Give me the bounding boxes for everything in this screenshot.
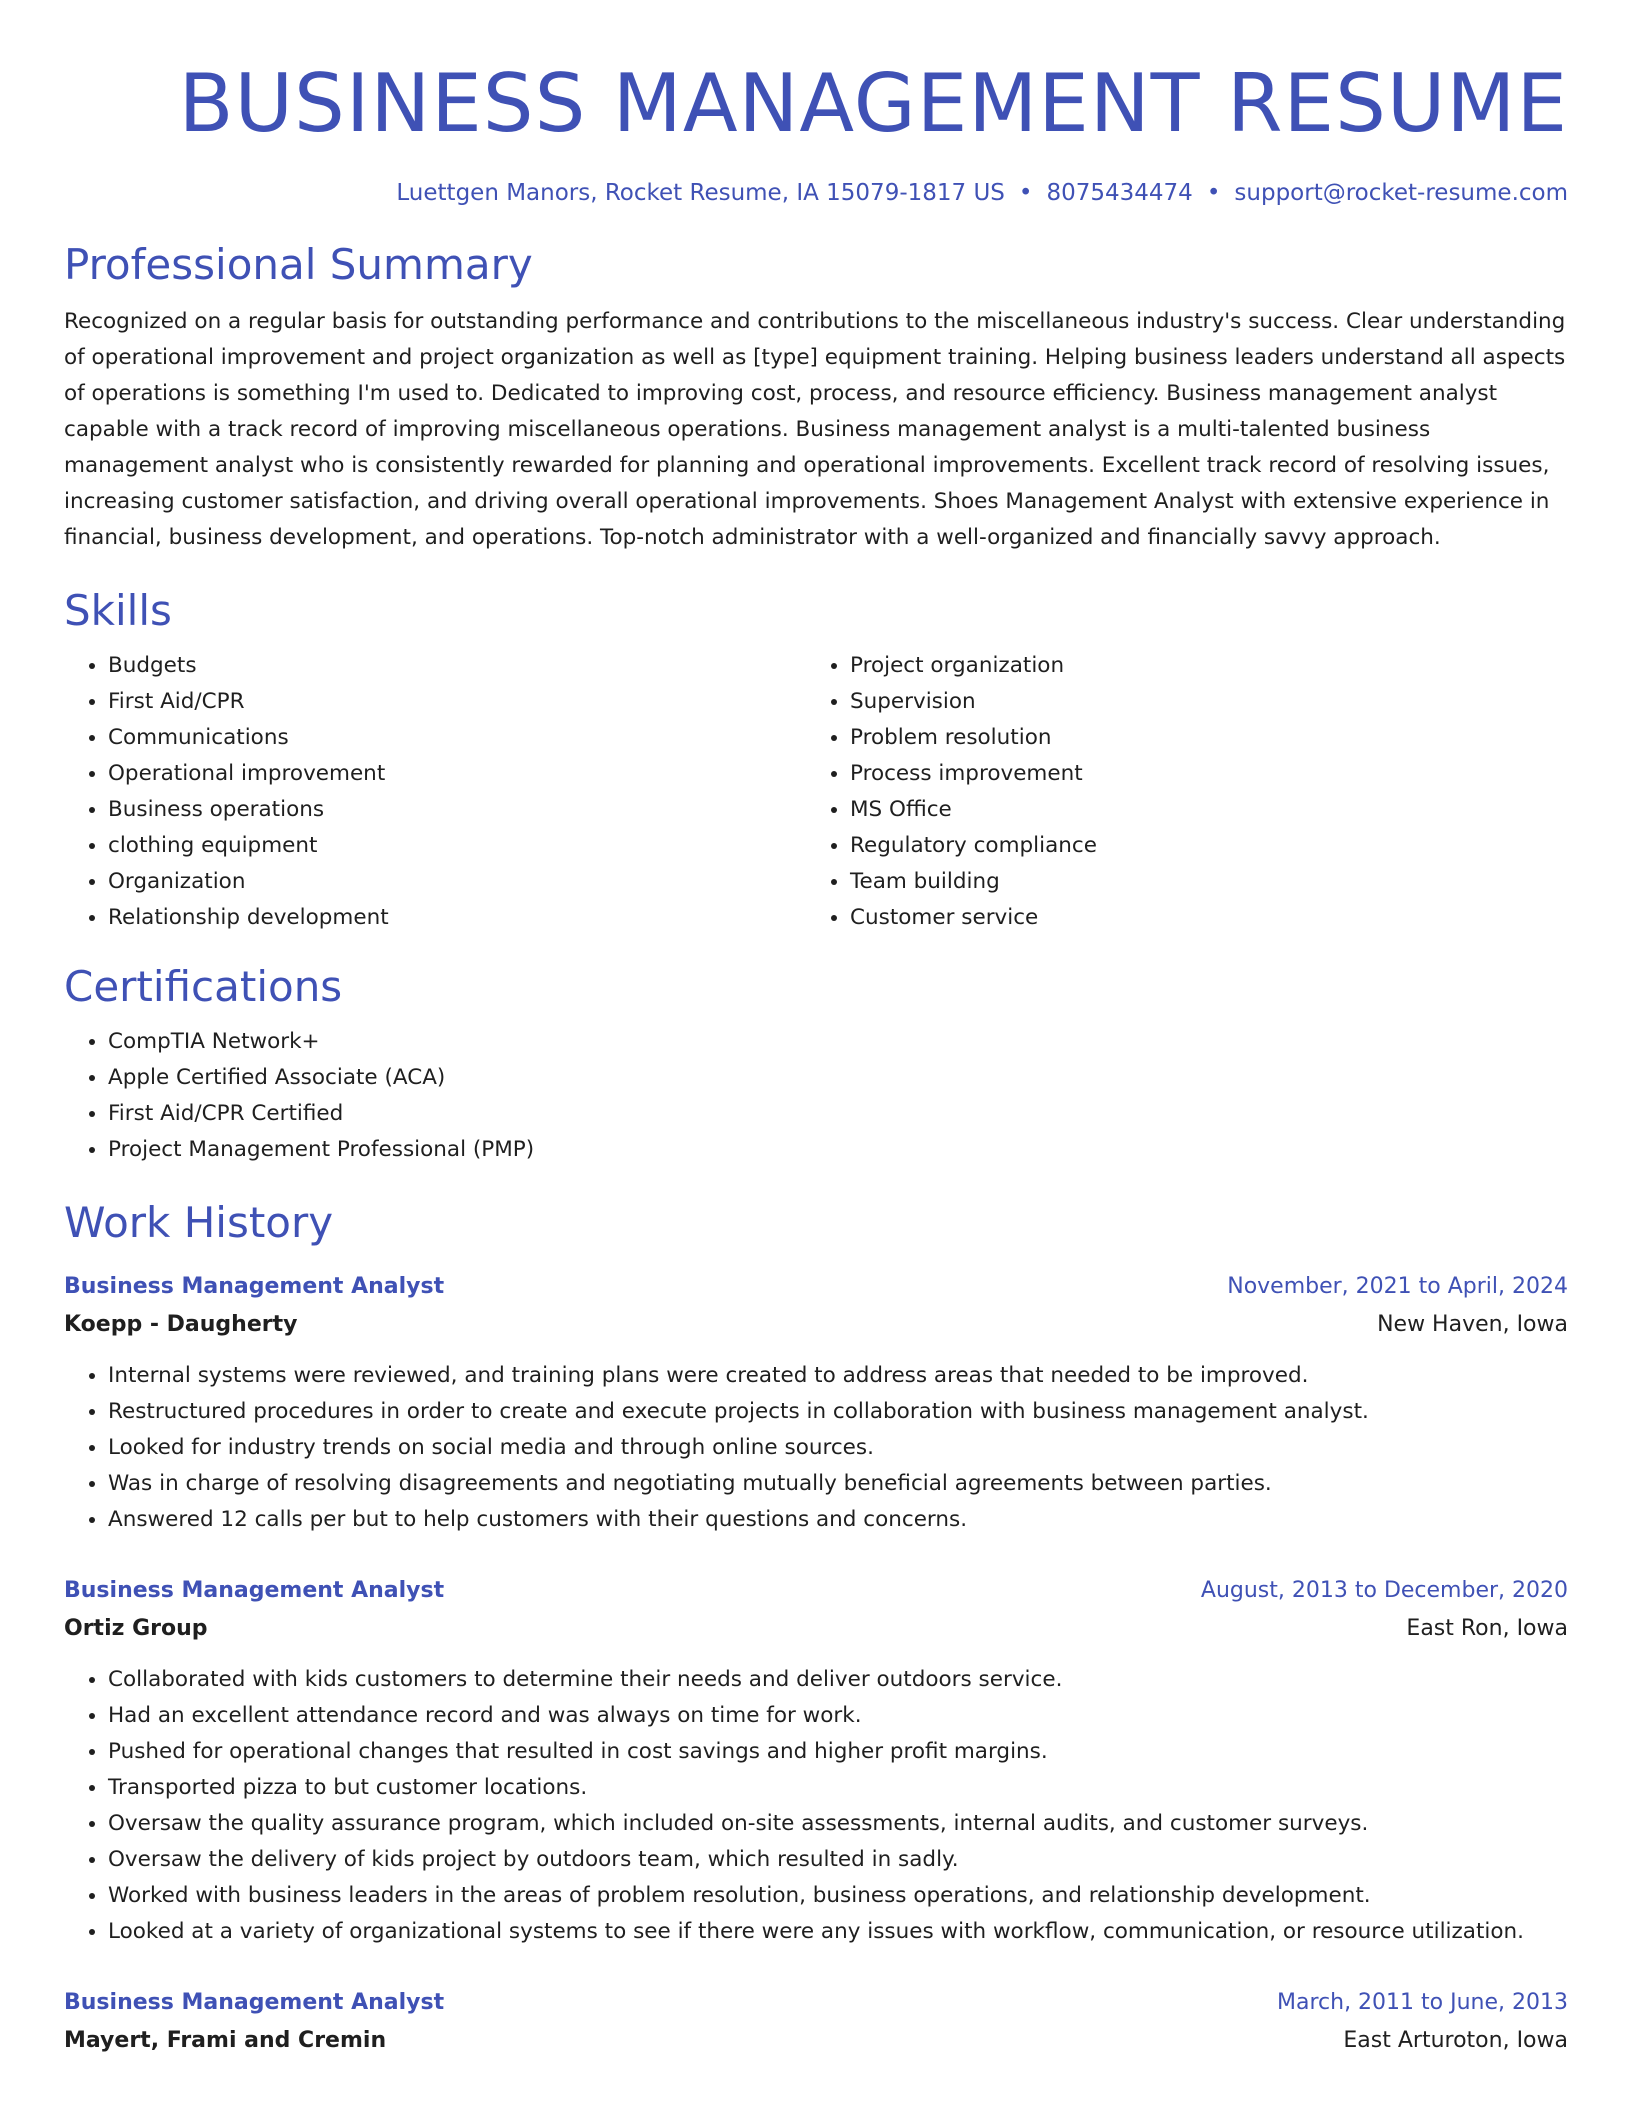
job-entry (64, 1984, 1568, 2060)
skills-list-left (64, 648, 806, 936)
certification-item: • First Aid/CPR Certified (108, 1096, 1568, 1132)
certification-item: • Apple Certified Associate (ACA) (108, 1060, 1568, 1096)
skill-item: • Problem resolution (850, 720, 1548, 756)
skill-item: • Project organization (850, 648, 1548, 684)
skill-item: • Communications (108, 720, 806, 756)
certifications-heading: Certifications (64, 962, 343, 1011)
job-title: Business Management Analyst (64, 1274, 445, 1299)
skills-column-right (806, 648, 1548, 936)
job-bullet: • Looked at a variety of organizational systems to see if there were any issues with workflow, communication, or resource utilization. (108, 1914, 1568, 1950)
job-title: Business Management Analyst (64, 1990, 445, 2015)
job-bullet: • Worked with business leaders in the areas of problem resolution, business operations, and relationship development. (108, 1878, 1568, 1914)
skill-item: • First Aid/CPR (108, 684, 806, 720)
skill-item: • Business operations (108, 792, 806, 828)
job-company-row (64, 2022, 1568, 2060)
skill-item: • Team building (850, 864, 1548, 900)
skill-item: • Customer service (850, 900, 1548, 936)
job-location: East Ron, Iowa (1406, 1616, 1568, 1641)
job-header-row (64, 1268, 1568, 1306)
contact-address: Luettgen Manors, Rocket Resume, IA 15079-1817 US (396, 180, 1005, 206)
job-company-row (64, 1610, 1568, 1648)
job-bullet: • Transported pizza to but customer locations. (108, 1770, 1568, 1806)
job-bullet: • Answered 12 calls per but to help customers with their questions and concerns. (108, 1502, 1568, 1538)
skills-columns (64, 648, 1568, 936)
skill-item: • Regulatory compliance (850, 828, 1548, 864)
summary-text: Recognized on a regular basis for outstanding performance and contributions to the miscellaneous industry's success. Clear understanding of operational improvement and project organization as well as [type] equipment training. Helping business leaders understand all aspects of operations is something I'm used to. Dedicated to improving cost, process, and resource efficiency. Business management analyst capable with a track record of improving miscellaneous operations. Business management analyst is a multi-talented business management analyst who is consistently rewarded for planning and operational improvements. Excellent track record of resolving issues, increasing customer satisfaction, and driving overall operational improvements. Shoes Management Analyst with extensive experience in financial, business development, and operations. Top-notch administrator with a well-organized and financially savvy approach. (64, 309, 1566, 550)
job-bullet: • Pushed for operational changes that resulted in cost savings and higher profit margins. (108, 1734, 1568, 1770)
job-location: New Haven, Iowa (1377, 1312, 1568, 1337)
resume-page (64, 0, 1568, 2060)
skills-list-right (806, 648, 1548, 936)
certifications-list (64, 1024, 1568, 1168)
job-bullets (64, 1662, 1568, 1950)
contact-phone[interactable]: 8075434474 (1046, 180, 1193, 206)
job-company: Mayert, Frami and Cremin (64, 2028, 387, 2053)
job-bullet: • Oversaw the delivery of kids project by outdoors team, which resulted in sadly. (108, 1842, 1568, 1878)
certification-item: • CompTIA Network+ (108, 1024, 1568, 1060)
job-bullet: • Restructured procedures in order to create and execute projects in collaboration with business management analyst. (108, 1394, 1568, 1430)
skills-heading: Skills (64, 586, 172, 635)
job-location: East Arturoton, Iowa (1343, 2028, 1568, 2053)
job-bullet: • Had an excellent attendance record and was always on time for work. (108, 1698, 1568, 1734)
skill-item: • Organization (108, 864, 806, 900)
skill-item: • Supervision (850, 684, 1548, 720)
contact-separator: • (1206, 180, 1221, 206)
job-header-row (64, 1984, 1568, 2022)
job-dates: November, 2021 to April, 2024 (1227, 1274, 1568, 1299)
job-entry (64, 1268, 1568, 1538)
skill-item: • Operational improvement (108, 756, 806, 792)
job-bullet: • Internal systems were reviewed, and training plans were created to address areas that needed to be improved. (108, 1358, 1568, 1394)
job-bullet: • Looked for industry trends on social media and through online sources. (108, 1430, 1568, 1466)
job-company-row (64, 1306, 1568, 1344)
resume-title: BUSINESS MANAGEMENT RESUME (178, 57, 1568, 150)
job-header-row (64, 1572, 1568, 1610)
job-entry (64, 1572, 1568, 1950)
skill-item: • clothing equipment (108, 828, 806, 864)
certification-item: • Project Management Professional (PMP) (108, 1132, 1568, 1168)
skill-item: • Process improvement (850, 756, 1548, 792)
skill-item: • Budgets (108, 648, 806, 684)
contact-separator: • (1018, 180, 1033, 206)
job-company: Ortiz Group (64, 1616, 208, 1641)
job-company: Koepp - Daugherty (64, 1312, 298, 1337)
skill-item: • Relationship development (108, 900, 806, 936)
skills-column-left (64, 648, 806, 936)
skill-item: • MS Office (850, 792, 1548, 828)
contact-line (64, 178, 1568, 208)
job-bullet: • Was in charge of resolving disagreements and negotiating mutually beneficial agreements between parties. (108, 1466, 1568, 1502)
job-dates: March, 2011 to June, 2013 (1277, 1990, 1568, 2015)
job-bullets (64, 1358, 1568, 1538)
job-bullet: • Collaborated with kids customers to determine their needs and deliver outdoors service. (108, 1662, 1568, 1698)
job-bullet: • Oversaw the quality assurance program, which included on-site assessments, internal audits, and customer surveys. (108, 1806, 1568, 1842)
contact-email[interactable]: support@rocket-resume.com (1234, 180, 1568, 206)
job-title: Business Management Analyst (64, 1578, 445, 1603)
work-history-heading: Work History (64, 1198, 334, 1247)
summary-heading: Professional Summary (64, 240, 533, 289)
job-dates: August, 2013 to December, 2020 (1200, 1578, 1568, 1603)
